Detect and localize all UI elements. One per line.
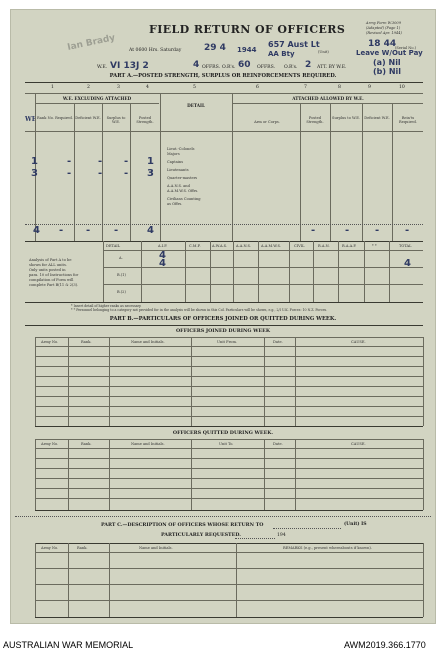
col9-header: Deficient W.E.	[364, 116, 390, 120]
rank-lt-col: Lieut.-Colonels	[167, 147, 195, 151]
analysis-line-5: compilation of Form will	[29, 278, 74, 282]
rank-civilians: Civilians Counting	[167, 197, 201, 201]
quitted-col-cause: CAUSE.	[351, 442, 366, 446]
unit-value-2: AA Bty	[268, 50, 295, 58]
analysis-col-cmf: C.M.F.	[189, 244, 201, 248]
analysis-line-2: shown for ALL units.	[29, 263, 67, 267]
aif-value-b: 4	[159, 258, 166, 269]
analysis-line-6: complete Part B(11 & 2(3).	[29, 283, 79, 287]
footer-catalogue-id: AWM2019.366.1770	[344, 640, 426, 650]
joined-col-army-no: Army No.	[41, 340, 59, 344]
total-c5: 4	[147, 225, 154, 236]
attached-allowed-header: ATTACHED ALLOWED BY W.E.	[292, 96, 364, 101]
part-c-title-2: PARTICULARLY REQUESTED.	[161, 532, 241, 538]
we-excluding-header: W.E. EXCLUDING ATTACHED	[62, 96, 132, 101]
col-num-8: 8	[338, 85, 341, 90]
analysis-row-b1: B.(1)	[117, 273, 126, 277]
offrs-label: OFFRS.	[202, 65, 221, 70]
col2-header: Deficient W.E.	[75, 116, 101, 120]
total-r3: -	[375, 225, 380, 236]
row1-c4: -	[124, 156, 129, 167]
quitted-col-army-no: Army No.	[41, 442, 59, 446]
col10-header: Rein'ts Required.	[399, 116, 417, 124]
analysis-col-ran: R.A.N.	[318, 244, 330, 248]
analysis-note	[29, 258, 78, 288]
rank-lieutenants: Lieutenants	[167, 168, 189, 172]
form-ref-2: (Adapted) (Page 1)	[366, 26, 401, 30]
analysis-col-awas: A.W.A.S.	[212, 244, 228, 248]
total-value: 4	[404, 258, 411, 269]
col-num-2: 2	[87, 85, 90, 90]
analysis-col-raaf: R.A.A.F.	[342, 244, 357, 248]
unit-value-1: 657 Aust Lt	[268, 40, 320, 49]
we-value: VI 13J 2	[110, 61, 149, 71]
form-sheet	[10, 9, 436, 624]
col-num-1: 1	[51, 85, 54, 90]
joined-col-unit-from: Unit From.	[217, 340, 238, 344]
part-c-col-name: Name and Initials.	[139, 546, 173, 550]
col-num-4: 4	[146, 85, 149, 90]
joined-col-rank: Rank.	[81, 340, 92, 344]
row1-c2: -	[67, 156, 72, 167]
rank-as-offrs: as Offrs.	[167, 202, 183, 206]
part-c-col-remarks: REMARKS (e.g., present whereabouts if known).	[283, 546, 372, 550]
rank-captains: Captains	[167, 160, 184, 164]
col-num-6: 6	[256, 85, 259, 90]
footnote-1: * Insert detail of higher ranks as necessary.	[71, 304, 142, 308]
part-a-title: PART A.—POSTED STRENGTH, SURPLUS OR REINFORCEMENTS REQUIRED.	[109, 73, 337, 79]
form-title: FIELD RETURN OF OFFICERS	[149, 23, 346, 36]
total-r1: -	[311, 225, 316, 236]
col7-header: Posted Strength.	[306, 116, 324, 124]
analysis-detail-header: DETAIL	[106, 244, 121, 248]
total-r4: -	[405, 225, 410, 236]
col4-header: Posted Strength.	[136, 116, 154, 124]
date-value: 29 4	[204, 43, 226, 53]
footer-institution: AUSTRALIAN WAR MEMORIAL	[3, 640, 134, 650]
signature-stamp: Ian Brady	[66, 33, 117, 53]
detail-header: DETAIL	[187, 103, 205, 108]
ors2-value: 2	[305, 60, 312, 70]
analysis-line-4: para. 10 of Instructions for	[29, 273, 79, 277]
analysis-col-other: * *	[372, 244, 377, 248]
quitted-col-rank: Rank.	[81, 442, 92, 446]
joined-col-date: Date.	[273, 340, 283, 344]
analysis-row-a: A.	[119, 256, 123, 260]
ors-label: O.R's.	[222, 65, 236, 70]
total-c1: 4	[33, 225, 40, 236]
form-ref-3: (Revised Apr. 1944)	[366, 31, 402, 35]
row2-c1: 3	[31, 168, 38, 179]
total-c2: -	[59, 225, 64, 236]
form-ref-1: Army Form W.3009	[366, 21, 401, 25]
side-we-label: WE	[25, 116, 37, 123]
row2-c4: -	[124, 168, 129, 179]
col3-header: Surplus to W.E.	[106, 116, 126, 124]
quitted-col-date: Date.	[273, 442, 283, 446]
hrs-label: At 0600 Hrs. Saturday	[129, 48, 182, 53]
ors-value: 60	[238, 60, 251, 70]
part-c-col-rank: Rank.	[77, 546, 88, 550]
quitted-title: OFFICERS QUITTED DURING WEEK.	[172, 430, 274, 436]
col-num-10: 10	[399, 85, 405, 90]
analysis-row-b2: B.(2)	[117, 290, 126, 294]
analysis-line-3: Only units posted in	[29, 268, 66, 272]
part-c-unit-suffix: (Unit) IS	[344, 522, 367, 527]
joined-col-cause: CAUSE.	[351, 340, 366, 344]
serial-value: 18 44	[368, 39, 397, 49]
b-nil-note: (b) Nil	[373, 67, 402, 76]
part-c-date-suffix: 194	[277, 533, 286, 538]
part-c-col-army-no: Army No.	[41, 546, 59, 550]
total-c3: -	[86, 225, 91, 236]
rank-aans: A.A.N.S. and	[167, 184, 190, 188]
col-num-5: 5	[193, 85, 196, 90]
total-r2: -	[345, 225, 350, 236]
footnote-2: * * Personnel belonging to a category not provided for in the analysis will be shown in this Col. Particulars will be shown, e.g., 2/I U.K. Forces: 10 N.Z. Forces.	[71, 308, 328, 312]
analysis-col-civil: CIVIL	[294, 244, 305, 248]
analysis-col-aamws: A.A.M.W.S.	[261, 244, 281, 248]
row1-c1: 1	[31, 156, 38, 167]
joined-title: OFFICERS JOINED DURING WEEK	[176, 328, 270, 334]
analysis-col-aans: A.A.N.S.	[236, 244, 252, 248]
analysis-line-1: Analysis of Part A to be	[29, 258, 72, 262]
col8-header: Surplus to W.E.	[332, 116, 360, 120]
part-b-title: PART B.—PARTICULARS OF OFFICERS JOINED OR QUITTED DURING WEEK.	[109, 316, 337, 322]
serial-label: (Serial No.)	[395, 46, 417, 50]
col-num-7: 7	[304, 85, 307, 90]
col-num-3: 3	[117, 85, 120, 90]
a-nil-note: (a) Nil	[373, 58, 401, 67]
rank-qm: Quarter-masters	[167, 176, 198, 180]
part-c-title-1: PART C.—DESCRIPTION OF OFFICERS WHOSE RETURN TO	[101, 522, 264, 528]
att-label: ATT. BY W.E.	[317, 65, 347, 70]
year-value: 1944	[237, 46, 257, 54]
col6-header: Arm or Corps.	[254, 120, 280, 124]
row2-c2: -	[67, 168, 72, 179]
joined-col-name: Name and Initials.	[131, 340, 165, 344]
leave-note: Leave W/Out Pay	[356, 49, 423, 57]
offrs2-label: OFFRS.	[257, 65, 276, 70]
unit-label: (Unit)	[318, 50, 329, 54]
analysis-col-aif: A.I.F.	[158, 244, 168, 248]
ors2-label: O.R's.	[284, 65, 298, 70]
part-a-top-rule	[25, 82, 423, 83]
total-c4: -	[114, 225, 119, 236]
we-label: W.E.	[97, 65, 108, 70]
aif-value-a: 4	[159, 250, 166, 261]
rank-aamws: A.A.M.W.S. Offrs.	[167, 189, 199, 193]
analysis-col-total: TOTAL	[399, 244, 412, 248]
row1-c5: 1	[147, 156, 154, 167]
quitted-col-name: Name and Initials.	[131, 442, 165, 446]
offrs-value: 4	[193, 60, 200, 70]
rank-majors: Majors	[167, 152, 180, 156]
row1-c3: -	[98, 156, 103, 167]
col1-header: Rank No. Required.	[37, 116, 73, 120]
col-num-9: 9	[368, 85, 371, 90]
row2-c5: 3	[147, 168, 154, 179]
quitted-col-unit-to: Unit To.	[219, 442, 234, 446]
row2-c3: -	[98, 168, 103, 179]
